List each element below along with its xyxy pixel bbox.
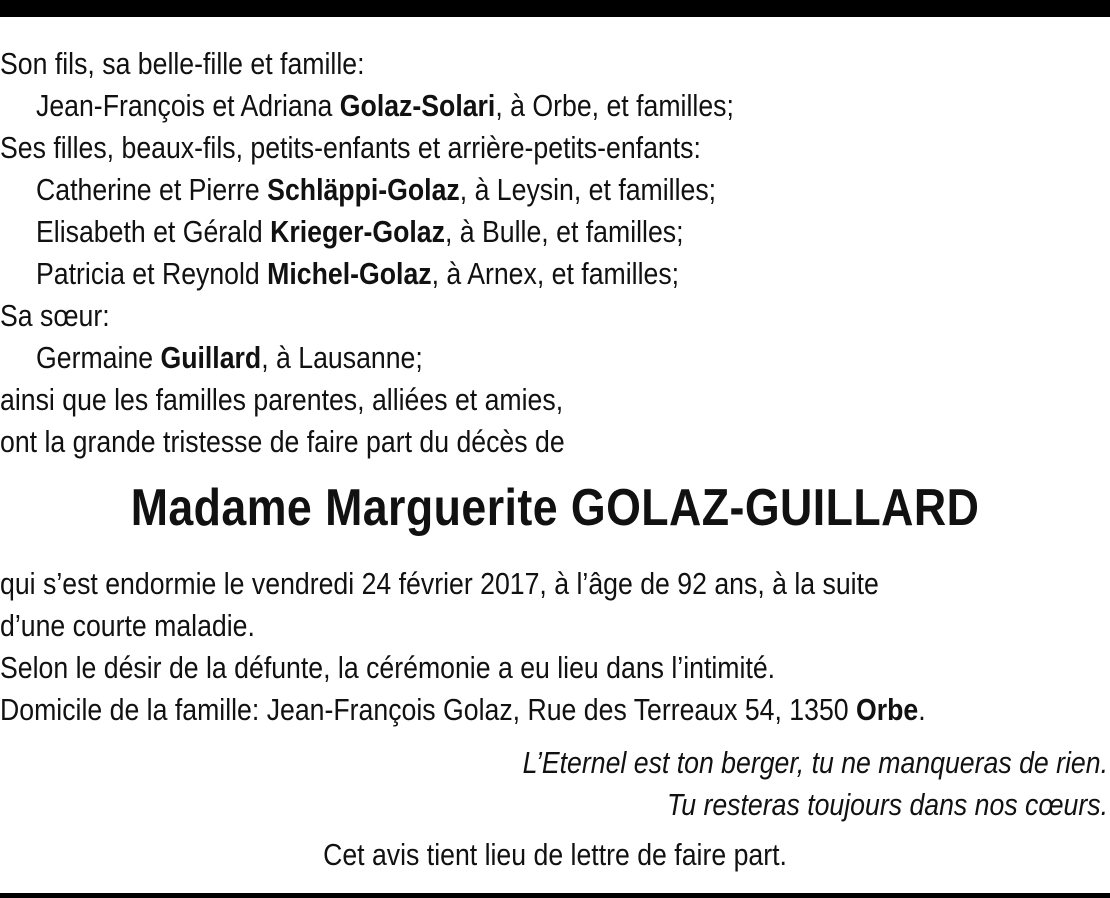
- member-5-place: , à Lausanne;: [261, 340, 423, 375]
- announcement-intro: [0, 421, 955, 463]
- intro-daughters-text: Ses filles, beaux-fils, petits-enfants et arrière-petits-enfants:: [0, 130, 701, 165]
- ceremony-line: [0, 647, 955, 689]
- member-3-place: , à Bulle, et familles;: [444, 214, 684, 249]
- member-1-surname: Golaz-Solari: [339, 88, 496, 123]
- family-member-1: [36, 85, 960, 127]
- family-member-2: [36, 169, 960, 211]
- member-5-surname: Guillard: [160, 340, 262, 375]
- family-address: [0, 689, 955, 731]
- verse-line-2: Tu resteras toujours dans nos cœurs.: [666, 787, 1108, 822]
- deceased-name: Madame Marguerite GOLAZ-GUILLARD: [130, 479, 980, 537]
- member-2-surname: Schläppi-Golaz: [267, 172, 460, 207]
- member-4-surname: Michel-Golaz: [267, 256, 432, 291]
- intro-sister: [0, 295, 955, 337]
- member-4-place: , à Arnex, et familles;: [431, 256, 680, 291]
- verse-line-1: L’Eternel est ton berger, tu ne manqueras de rien.: [522, 745, 1108, 780]
- top-rule: [0, 0, 1110, 17]
- extended-families: [0, 379, 955, 421]
- member-1-first-names: Jean-François et Adriana: [36, 88, 340, 123]
- intro-son: [0, 43, 955, 85]
- bottom-rule: [0, 893, 1110, 898]
- family-address-end: .: [918, 692, 926, 727]
- family-address-text: Domicile de la famille: Jean-François Golaz, Rue des Terreaux 54, 1350: [0, 692, 857, 727]
- intro-daughters: [0, 127, 955, 169]
- member-1-place: , à Orbe, et familles;: [495, 88, 734, 123]
- member-5-first-names: Germaine: [36, 340, 161, 375]
- death-date-line: [0, 563, 955, 605]
- member-3-surname: Krieger-Golaz: [270, 214, 445, 249]
- death-date-text: qui s’est endormie le vendredi 24 février 2017, à l’âge de 92 ans, à la suite: [0, 566, 879, 601]
- announcement-intro-text: ont la grande tristesse de faire part du décès de: [0, 424, 565, 459]
- member-2-first-names: Catherine et Pierre: [36, 172, 268, 207]
- family-member-4: [36, 253, 960, 295]
- intro-son-text: Son fils, sa belle-fille et famille:: [0, 46, 365, 81]
- family-member-5: [36, 337, 960, 379]
- illness-line: [0, 605, 955, 647]
- closing-note: Cet avis tient lieu de lettre de faire part.: [323, 837, 787, 872]
- member-3-first-names: Elisabeth et Gérald: [36, 214, 271, 249]
- family-member-3: [36, 211, 960, 253]
- family-address-town: Orbe: [856, 692, 919, 727]
- intro-sister-text: Sa sœur:: [0, 298, 110, 333]
- member-4-first-names: Patricia et Reynold: [36, 256, 268, 291]
- illness-text: d’une courte maladie.: [0, 608, 255, 643]
- ceremony-text: Selon le désir de la défunte, la cérémonie a eu lieu dans l’intimité.: [0, 650, 776, 685]
- extended-families-text: ainsi que les familles parentes, alliées et amies,: [0, 382, 564, 417]
- member-2-place: , à Leysin, et familles;: [459, 172, 717, 207]
